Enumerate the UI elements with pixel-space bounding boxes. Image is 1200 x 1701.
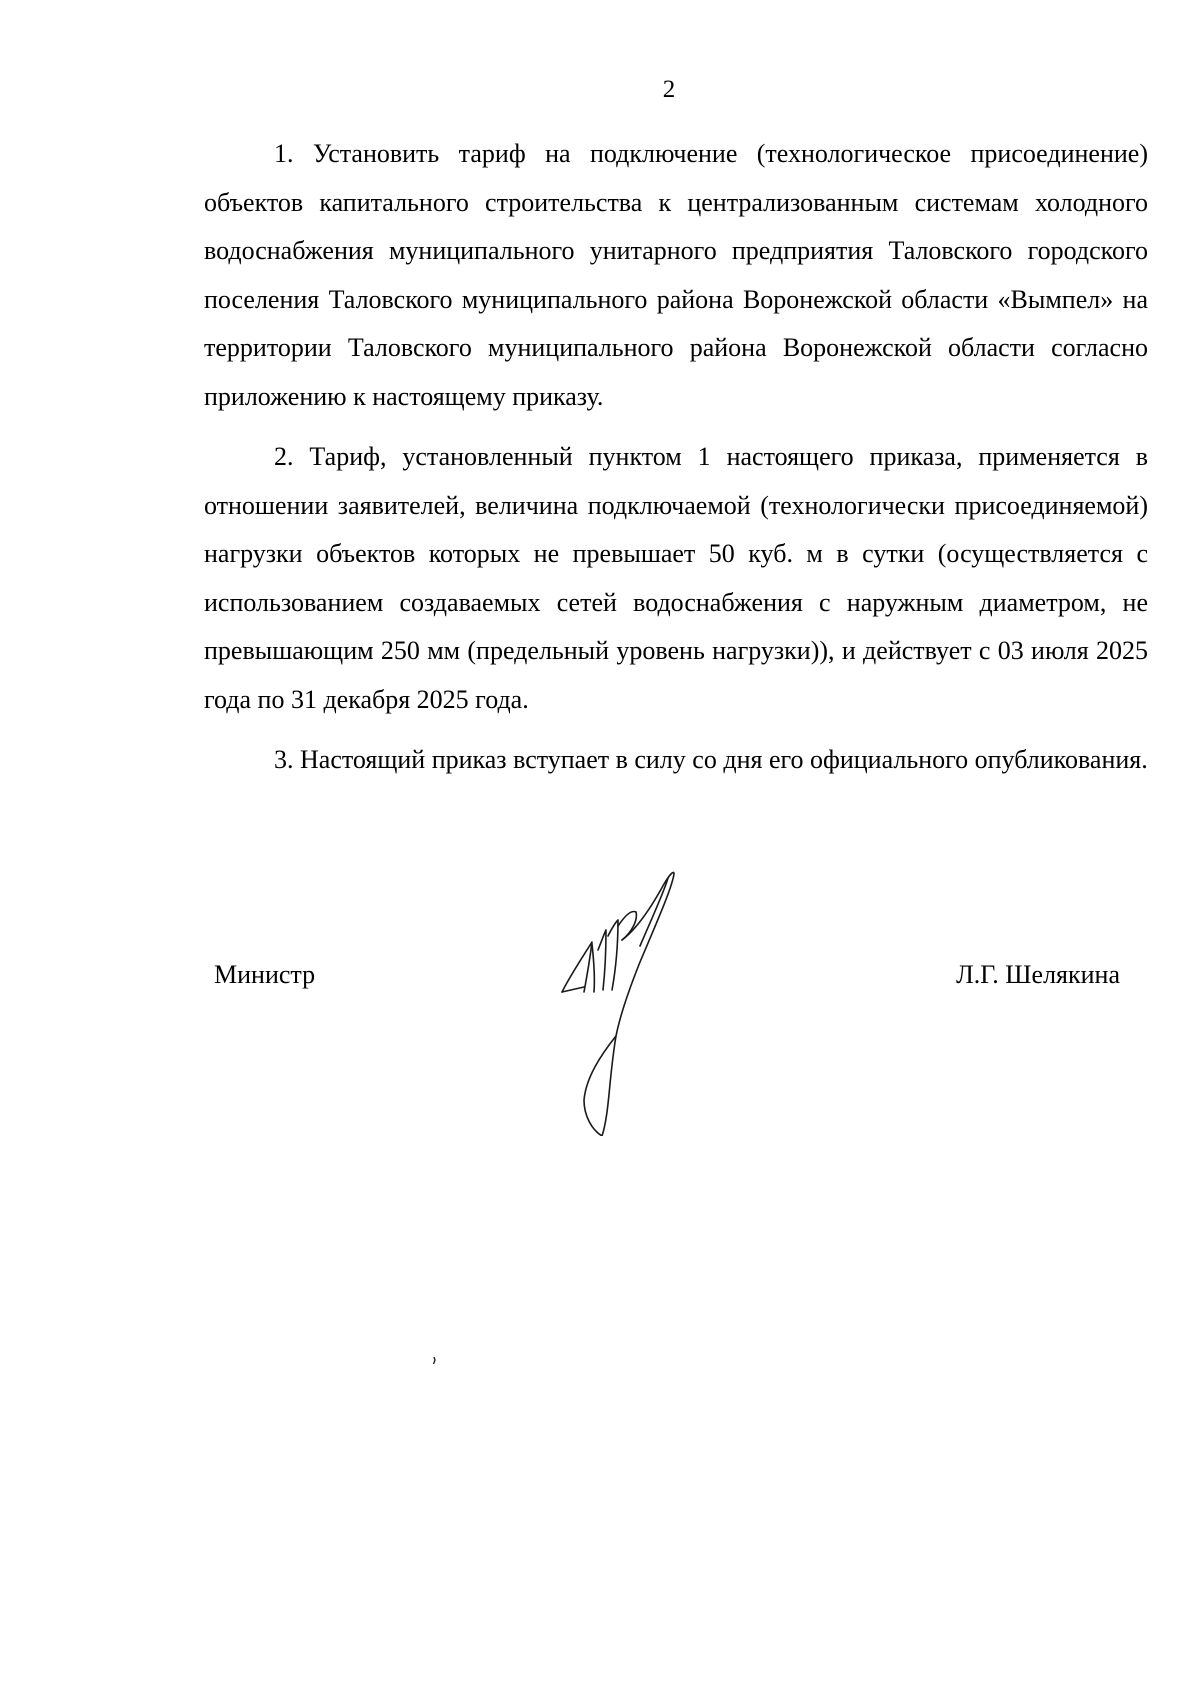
- paragraph-2: 2. Тариф, установленный пунктом 1 настоящего приказа, применяется в отношении заявителей, величина подключаемой (технологически присоединяемой) нагрузки объектов которых не превышает 50 куб. м в сутки (осуществляется с использованием создаваемых сетей водоснабжения с наружным диаметром, не превышающим 250 мм (предельный уровень нагрузки)), и действует с 03 июля 2025 года по 31 декабря 2025 года.: [204, 442, 1148, 714]
- paragraph-1: 1. Установить тариф на подключение (технологическое присоединение) объектов капитального строительства к централизованным системам холодного водоснабжения муниципального унитарного предприятия Таловского городского поселения Таловского муниципального района Воронежской области «Вымпел» на территории Таловского муниципального района Воронежской области согласно приложению к настоящему приказу.: [204, 139, 1148, 411]
- page-number: 2: [662, 76, 676, 103]
- signer-position: Министр: [214, 960, 316, 989]
- handwritten-signature: [540, 866, 720, 1136]
- scan-artifact-mark: [432, 1357, 436, 1364]
- paragraph-3: 3. Настоящий приказ вступает в силу со дня его официального опубликования.: [274, 745, 1148, 774]
- signature-block: [0, 866, 1200, 1146]
- signer-name: Л.Г. Шелякина: [956, 960, 1120, 989]
- document-body: [204, 130, 1148, 797]
